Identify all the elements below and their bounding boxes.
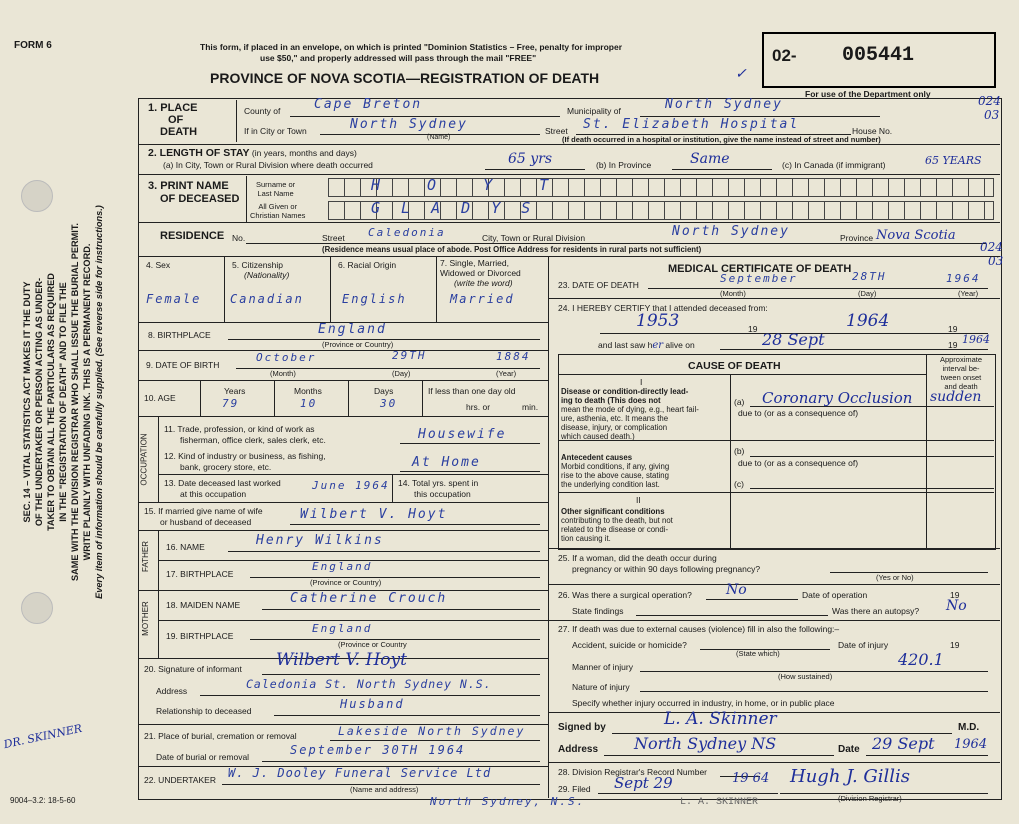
surname-label-1: Surname or (256, 180, 296, 189)
informant-address-label: Address (156, 686, 188, 696)
house-label: House No. (852, 126, 893, 136)
marital-label (440, 258, 521, 288)
q14-label (398, 478, 478, 500)
signature-date-line (866, 755, 988, 756)
other-3: related to the disease or condi- (561, 525, 669, 534)
q20-line (262, 674, 540, 675)
place-label (148, 102, 198, 138)
divider (236, 100, 237, 142)
q23-line (648, 288, 988, 289)
divider (200, 380, 201, 416)
q23-label: 23. DATE OF DEATH (558, 280, 639, 290)
other-4: tion causing it. (561, 534, 611, 543)
birthplace-caption: (Province or Country) (322, 340, 394, 349)
stay-b-value: Same (690, 151, 730, 167)
divider (138, 174, 1000, 175)
disease-3: mean the mode of dying, e.g., heart fail- (561, 405, 699, 414)
marital-label-2: Widowed or Divorced (440, 268, 521, 278)
registrar-signature: Hugh J. Gillis (790, 766, 911, 787)
divider (158, 416, 159, 502)
registrar-stamp: L. A. SKINNER (680, 797, 759, 808)
divider (348, 380, 349, 416)
residence-street-value: Caledonia (368, 226, 446, 239)
due-to-1: due to (or as a consequence of) (738, 408, 859, 418)
q21-value: Lakeside North Sydney (338, 724, 526, 738)
name-label-2: OF DECEASED (160, 193, 240, 205)
last-saw-line (720, 349, 988, 350)
divider (138, 502, 548, 503)
residence-note: (Residence means usual place of abode. Post Office Address for residents in rural parts not sufficient) (322, 245, 702, 254)
residence-street-label: Street (322, 233, 345, 243)
medical-heading: MEDICAL CERTIFICATE OF DEATH (668, 263, 852, 275)
last-saw-year: 1964 (962, 333, 990, 346)
dob-month-caption: (Month) (270, 369, 296, 378)
q12-label (164, 451, 326, 473)
age-less-label: If less than one day old (428, 386, 516, 396)
relationship-line (274, 715, 540, 716)
dob-year: 1884 (496, 350, 531, 363)
stay-a-line (485, 169, 585, 170)
alive-on-text: alive on (665, 340, 695, 350)
signature-year-value: 1964 (954, 737, 988, 752)
age-days-label: Days (374, 386, 394, 396)
divider (436, 256, 437, 322)
last-saw-pronoun: er (652, 340, 664, 351)
cause-a-line (750, 406, 994, 407)
dob-year-caption: (Year) (496, 369, 517, 378)
due-to-2: due to (or as a consequence of) (738, 458, 859, 468)
specify-label: Specify whether injury occurred in industry, in home, or in public place (572, 698, 835, 708)
dob-day-caption: (Day) (392, 369, 411, 378)
birthplace-label: 8. BIRTHPLACE (148, 330, 211, 340)
q17-caption: (Province or Country) (310, 578, 382, 587)
name-caption: (Name) (427, 134, 451, 141)
form-title: PROVINCE OF NOVA SCOTIA—REGISTRATION OF DEATH (210, 70, 600, 86)
citizenship-label-2: (Nationality) (244, 270, 290, 280)
q15-line (290, 524, 540, 525)
given-value: G L A D Y S (371, 199, 537, 217)
stay-a-label: (a) In City, Town or Rural Division where death occurred (163, 160, 373, 170)
q14-label-2: this occupation (414, 489, 471, 499)
divider (330, 256, 331, 322)
q12-label-1: 12. Kind of industry or business, as fishing, (164, 451, 326, 461)
divider (392, 474, 393, 502)
nineteen-2: 19 (948, 324, 958, 334)
antecedent-4: the underlying condition last. (561, 480, 660, 489)
stay-b-line (672, 169, 772, 170)
stay-b-label: (b) In Province (596, 160, 652, 170)
margin-note: DR. SKINNER (2, 721, 84, 752)
disease-4: ure, asthenia, etc. It means the (561, 414, 669, 423)
divider (926, 354, 927, 548)
q28-label: 28. Division Registrar's Record Number (558, 767, 708, 777)
name-label-1: 3. PRINT NAME (148, 180, 229, 192)
residence-code-2: 03 (988, 254, 1004, 268)
form-code: 9004–3.2: 18-5-60 (10, 796, 76, 805)
relationship-value: Husband (340, 697, 405, 711)
q13-label-1: 13. Date deceased last worked (164, 478, 281, 488)
divider (558, 492, 994, 493)
physician-address-value: North Sydney NS (634, 734, 777, 753)
father-side-label: FATHER (140, 541, 150, 572)
divider (158, 620, 548, 621)
q20-label: 20. Signature of informant (144, 664, 242, 674)
residence-city-value: North Sydney (672, 224, 790, 239)
divider (246, 176, 247, 222)
city-label: If in City or Town (244, 126, 307, 136)
q12-value: At Home (412, 455, 481, 470)
signature-date-value: 29 Sept (872, 734, 935, 753)
surname-label-2: Last Name (257, 189, 294, 198)
county-value: Cape Breton (314, 97, 423, 112)
divider (548, 762, 1000, 763)
filed-year: 19 64 (732, 771, 770, 786)
divider (548, 620, 1000, 621)
surname-label (256, 180, 295, 198)
given-label-2: Christian Names (250, 211, 306, 220)
place-label-2: OF (168, 114, 184, 126)
q13-label-2: at this occupation (180, 489, 247, 499)
part-1-label: I (640, 377, 643, 387)
mother-side-label: MOTHER (140, 601, 150, 636)
state-which-caption: (State which) (736, 649, 780, 658)
accident-label: Accident, suicide or homicide? (572, 640, 687, 650)
q18-value: Catherine Crouch (290, 591, 448, 606)
nineteen-3: 19 (948, 340, 958, 350)
informant-address-line (200, 695, 540, 696)
q15-label-2: or husband of deceased (160, 517, 252, 527)
city-value: North Sydney (350, 117, 468, 132)
signed-by-label: Signed by (558, 722, 606, 733)
marital-value: Married (450, 292, 515, 306)
registrar-caption: (Division Registrar) (838, 794, 902, 803)
informant-signature: Wilbert V. Hoyt (276, 650, 407, 670)
death-year: 1964 (946, 272, 981, 285)
top-note-2: use $50," and properly addressed will pass through the mail "FREE" (260, 53, 537, 63)
q22-value: W. J. Dooley Funeral Service Ltd (228, 766, 492, 780)
reg-prefix: 02- (772, 46, 797, 65)
q17-line (250, 577, 540, 578)
cause-heading: CAUSE OF DEATH (688, 360, 781, 372)
divider (138, 144, 1000, 145)
divider (138, 222, 1000, 223)
nineteen-4: 19 (950, 590, 960, 600)
dob-label: 9. DATE OF BIRTH (146, 360, 220, 370)
surname-value: H O Y T (371, 176, 568, 194)
last-saw-date: 28 Sept (762, 330, 825, 349)
divider (730, 374, 731, 548)
q11-label-1: 11. Trade, profession, or kind of work as (164, 424, 315, 434)
given-label (250, 202, 305, 220)
approx-interval-label (928, 355, 994, 391)
marital-label-3: (write the word) (454, 278, 513, 288)
q27-label: 27. If death was due to external causes (violence) fill in also the following:– (558, 624, 840, 634)
disease-label (561, 387, 699, 441)
divider (548, 584, 1000, 585)
classification-code: 420.1 (898, 650, 944, 669)
attended-to: 1964 (846, 311, 890, 331)
q22-label: 22. UNDERTAKER (144, 775, 216, 785)
yes-no-caption: (Yes or No) (876, 573, 914, 582)
age-months-label: Months (294, 386, 322, 396)
cause-b-line (750, 456, 994, 457)
divider (158, 474, 548, 475)
divider (422, 380, 423, 416)
birthplace-value: England (318, 322, 387, 337)
hospital-note: (If death occurred in a hospital or institution, give the name instead of street and number) (562, 135, 881, 144)
sex-label: 4. Sex (146, 260, 171, 270)
place-label-1: 1. PLACE (148, 102, 198, 114)
divider (224, 256, 225, 322)
approx-2: interval be- (942, 364, 980, 373)
q19-caption: (Province or Country (338, 640, 407, 649)
death-day: 28TH (852, 270, 887, 283)
q21-label: 21. Place of burial, cremation or removal (144, 731, 297, 741)
q11-label (164, 424, 326, 446)
cause-b-label: (b) (734, 446, 745, 456)
physician-address-line (604, 755, 834, 756)
q21-line (330, 740, 540, 741)
q16-line (228, 551, 540, 552)
autopsy-value: No (946, 598, 967, 614)
q15-value: Wilbert V. Hoyt (300, 507, 448, 522)
stay-title: 2. LENGTH OF STAY (148, 147, 250, 159)
findings-label: State findings (572, 606, 624, 616)
citizenship-label-1: 5. Citizenship (232, 260, 284, 270)
divider (548, 548, 1000, 549)
burial-date-label: Date of burial or removal (156, 752, 250, 762)
divider (138, 416, 548, 417)
sex-value: Female (146, 292, 202, 306)
municipality-label: Municipality of (567, 106, 621, 116)
antecedent-2: Morbid conditions, if any, giving (561, 462, 670, 471)
physician-signature: L. A. Skinner (664, 709, 777, 729)
disease-6: which caused death.) (561, 432, 635, 441)
other-2: contributing to the death, but not (561, 516, 673, 525)
side-line-6: WRITE PLAINLY WITH UNFADING INK. THIS IS A PERMANENT RECORD. (82, 243, 92, 561)
residence-province-value: Nova Scotia (876, 228, 956, 243)
antecedent-3: rise to the above cause, stating (561, 471, 669, 480)
race-value: English (342, 292, 407, 306)
reg-number: 005441 (842, 44, 915, 67)
registration-number-box (762, 32, 996, 88)
disease-5: disease, injury, or complication (561, 423, 668, 432)
q18-line (262, 609, 540, 610)
check-mark: ✓ (735, 66, 747, 82)
signature-date-label: Date (838, 744, 860, 755)
last-saw-text: and last saw h (598, 340, 653, 350)
age-min-label: min. (522, 402, 539, 412)
attended-from: 1953 (636, 311, 680, 331)
q14-label-1: 14. Total yrs. spent in (398, 478, 479, 488)
death-month-caption: (Month) (720, 289, 746, 298)
q22-address: North Sydney, N.S. (430, 795, 586, 808)
divider (138, 256, 1000, 257)
death-day-caption: (Day) (858, 289, 877, 298)
divider (138, 530, 548, 531)
citizenship-label (232, 260, 289, 280)
q15-label-1: 15. If married give name of wife (144, 506, 263, 516)
q17-label: 17. BIRTHPLACE (166, 569, 234, 579)
md-label: M.D. (958, 722, 980, 733)
q16-label: 16. NAME (166, 542, 205, 552)
place-label-3: DEATH (160, 126, 198, 138)
stay-a-value: 65 yrs (508, 151, 553, 167)
dob-day: 29TH (392, 349, 427, 362)
nature-line (640, 691, 988, 692)
q26-value: No (726, 582, 747, 598)
q26-line (706, 599, 798, 600)
operation-date-label: Date of operation (802, 590, 868, 600)
disease-1: Disease or condition-directly lead- (561, 387, 689, 396)
q13-value: June 1964 (312, 479, 390, 492)
side-line-2: OF THE UNDERTAKER OR PERSON ACTING AS UNDER- (34, 277, 44, 527)
autopsy-label: Was there an autopsy? (832, 606, 920, 616)
q11-line (400, 443, 540, 444)
race-label: 6. Racial Origin (338, 260, 397, 270)
cause-a-value: Coronary Occlusion (762, 389, 913, 407)
residence-label: RESIDENCE (160, 230, 225, 242)
informant-address-value: Caledonia St. North Sydney N.S. (246, 677, 492, 691)
place-code-2: 03 (984, 108, 1000, 122)
divider (558, 440, 994, 441)
disease-2: ing to death (This does not (561, 396, 661, 405)
divider (158, 530, 159, 658)
part-2-label: II (636, 495, 641, 505)
filed-line (598, 793, 778, 794)
q12-label-2: bank, grocery store, etc. (180, 462, 272, 472)
stay-c-value: 65 YEARS (925, 154, 982, 167)
approx-1: Approximate (939, 355, 983, 364)
divider (138, 350, 548, 351)
q25-label (558, 553, 760, 575)
stay-label (148, 147, 357, 159)
filed-date: Sept 29 (614, 774, 673, 792)
age-days-value: 30 (380, 397, 398, 410)
q13-label (164, 478, 281, 500)
nineteen-1: 19 (748, 324, 758, 334)
place-code-1: 024 (978, 94, 1001, 108)
side-line-4: IN THE "REGISTRATION OF DEATH" AND TO FILE THE (58, 282, 68, 522)
how-sustained-caption: (How sustained) (778, 672, 833, 681)
findings-line (636, 615, 828, 616)
marital-label-1: 7. Single, Married, (440, 258, 509, 268)
q25-label-1: 25. If a woman, did the death occur during (558, 553, 717, 563)
top-note-1: This form, if placed in an envelope, on which is printed "Dominion Statistics – Free, penalty for improper (200, 42, 623, 52)
cause-c-label: (c) (734, 479, 744, 489)
q26-label: 26. Was there a surgical operation? (558, 590, 692, 600)
nature-label: Nature of injury (572, 682, 630, 692)
q25-label-2: pregnancy or within 90 days following pregnancy? (572, 564, 761, 574)
q24-label: 24. I HEREBY CERTIFY that I attended deceased from: (558, 303, 768, 313)
q22-caption: (Name and address) (350, 785, 419, 794)
occupation-side-label: OCCUPATION (139, 433, 149, 486)
form-number: FORM 6 (14, 40, 52, 51)
age-hrs-label: hrs. or (466, 402, 491, 412)
center-divider (548, 256, 549, 798)
cause-a-label: (a) (734, 397, 745, 407)
dob-month: October (256, 351, 317, 364)
street-value: St. Elizabeth Hospital (583, 117, 800, 132)
q29-label: 29. Filed (558, 784, 591, 794)
stay-sub: (in years, months and days) (251, 148, 357, 158)
approx-4: and death (944, 382, 978, 391)
divider (558, 374, 926, 375)
antecedent-1: Antecedent causes (561, 453, 633, 462)
residence-code-1: 024 (980, 240, 1003, 254)
residence-line (246, 243, 986, 244)
death-year-caption: (Year) (958, 289, 979, 298)
q11-label-2: fisherman, office clerk, sales clerk, etc. (180, 435, 326, 445)
citizenship-value: Canadian (230, 292, 304, 306)
q16-value: Henry Wilkins (256, 533, 384, 548)
stay-c-label: (c) In Canada (if immigrant) (782, 160, 886, 170)
side-instructions (21, 137, 105, 667)
other-label (561, 507, 673, 543)
burial-date-value: September 30TH 1964 (290, 743, 466, 757)
side-line-3: TAKER TO OBTAIN ALL THE PARTICULARS AS REQUIRED (46, 273, 56, 531)
q15-label (144, 506, 263, 528)
approx-3: tween onset (940, 373, 982, 382)
antecedent-label (561, 453, 669, 489)
age-years-value: 79 (222, 397, 240, 410)
physician-address-label: Address (558, 744, 599, 755)
date-injury-label: Date of injury (838, 640, 889, 650)
q19-label: 19. BIRTHPLACE (166, 631, 234, 641)
q12-line (400, 471, 540, 472)
interval-a-value: sudden (930, 389, 982, 405)
side-line-1: SEC. 14 – VITAL STATISTICS ACT MAKES IT THE DUTY (22, 281, 32, 523)
residence-no-label: No. (232, 233, 246, 243)
last-saw-label (598, 340, 695, 351)
side-line-7: Every item of information should be carefully supplied. (See reverse side for instructions.) (94, 205, 104, 599)
age-months-value: 10 (300, 397, 318, 410)
nineteen-5: 19 (950, 640, 960, 650)
given-label-1: All Given or (258, 202, 298, 211)
q17-value: England (312, 560, 373, 573)
municipality-value: North Sydney (665, 97, 783, 112)
cause-c-line (750, 488, 994, 489)
death-month: September (720, 272, 798, 285)
age-label: 10. AGE (144, 393, 176, 403)
age-years-label: Years (224, 386, 246, 396)
county-label: County of (244, 106, 281, 116)
name-label (148, 180, 239, 206)
manner-label: Manner of injury (572, 662, 633, 672)
street-label: Street (545, 126, 568, 136)
relationship-label: Relationship to deceased (156, 706, 252, 716)
residence-city-label: City, Town or Rural Division (482, 233, 586, 243)
other-1: Other significant conditions (561, 507, 665, 516)
q11-value: Housewife (418, 427, 507, 442)
divider (548, 298, 1000, 299)
residence-province-label: Province (840, 233, 874, 243)
q18-label: 18. MAIDEN NAME (166, 600, 241, 610)
q19-value: England (312, 622, 373, 635)
burial-date-line (262, 761, 540, 762)
dept-use: For use of the Department only (805, 89, 931, 99)
side-line-5: SAME WITH THE DIVISION REGISTRAR WHO SHALL ISSUE THE BURIAL PERMIT. (70, 223, 80, 581)
divider (274, 380, 275, 416)
